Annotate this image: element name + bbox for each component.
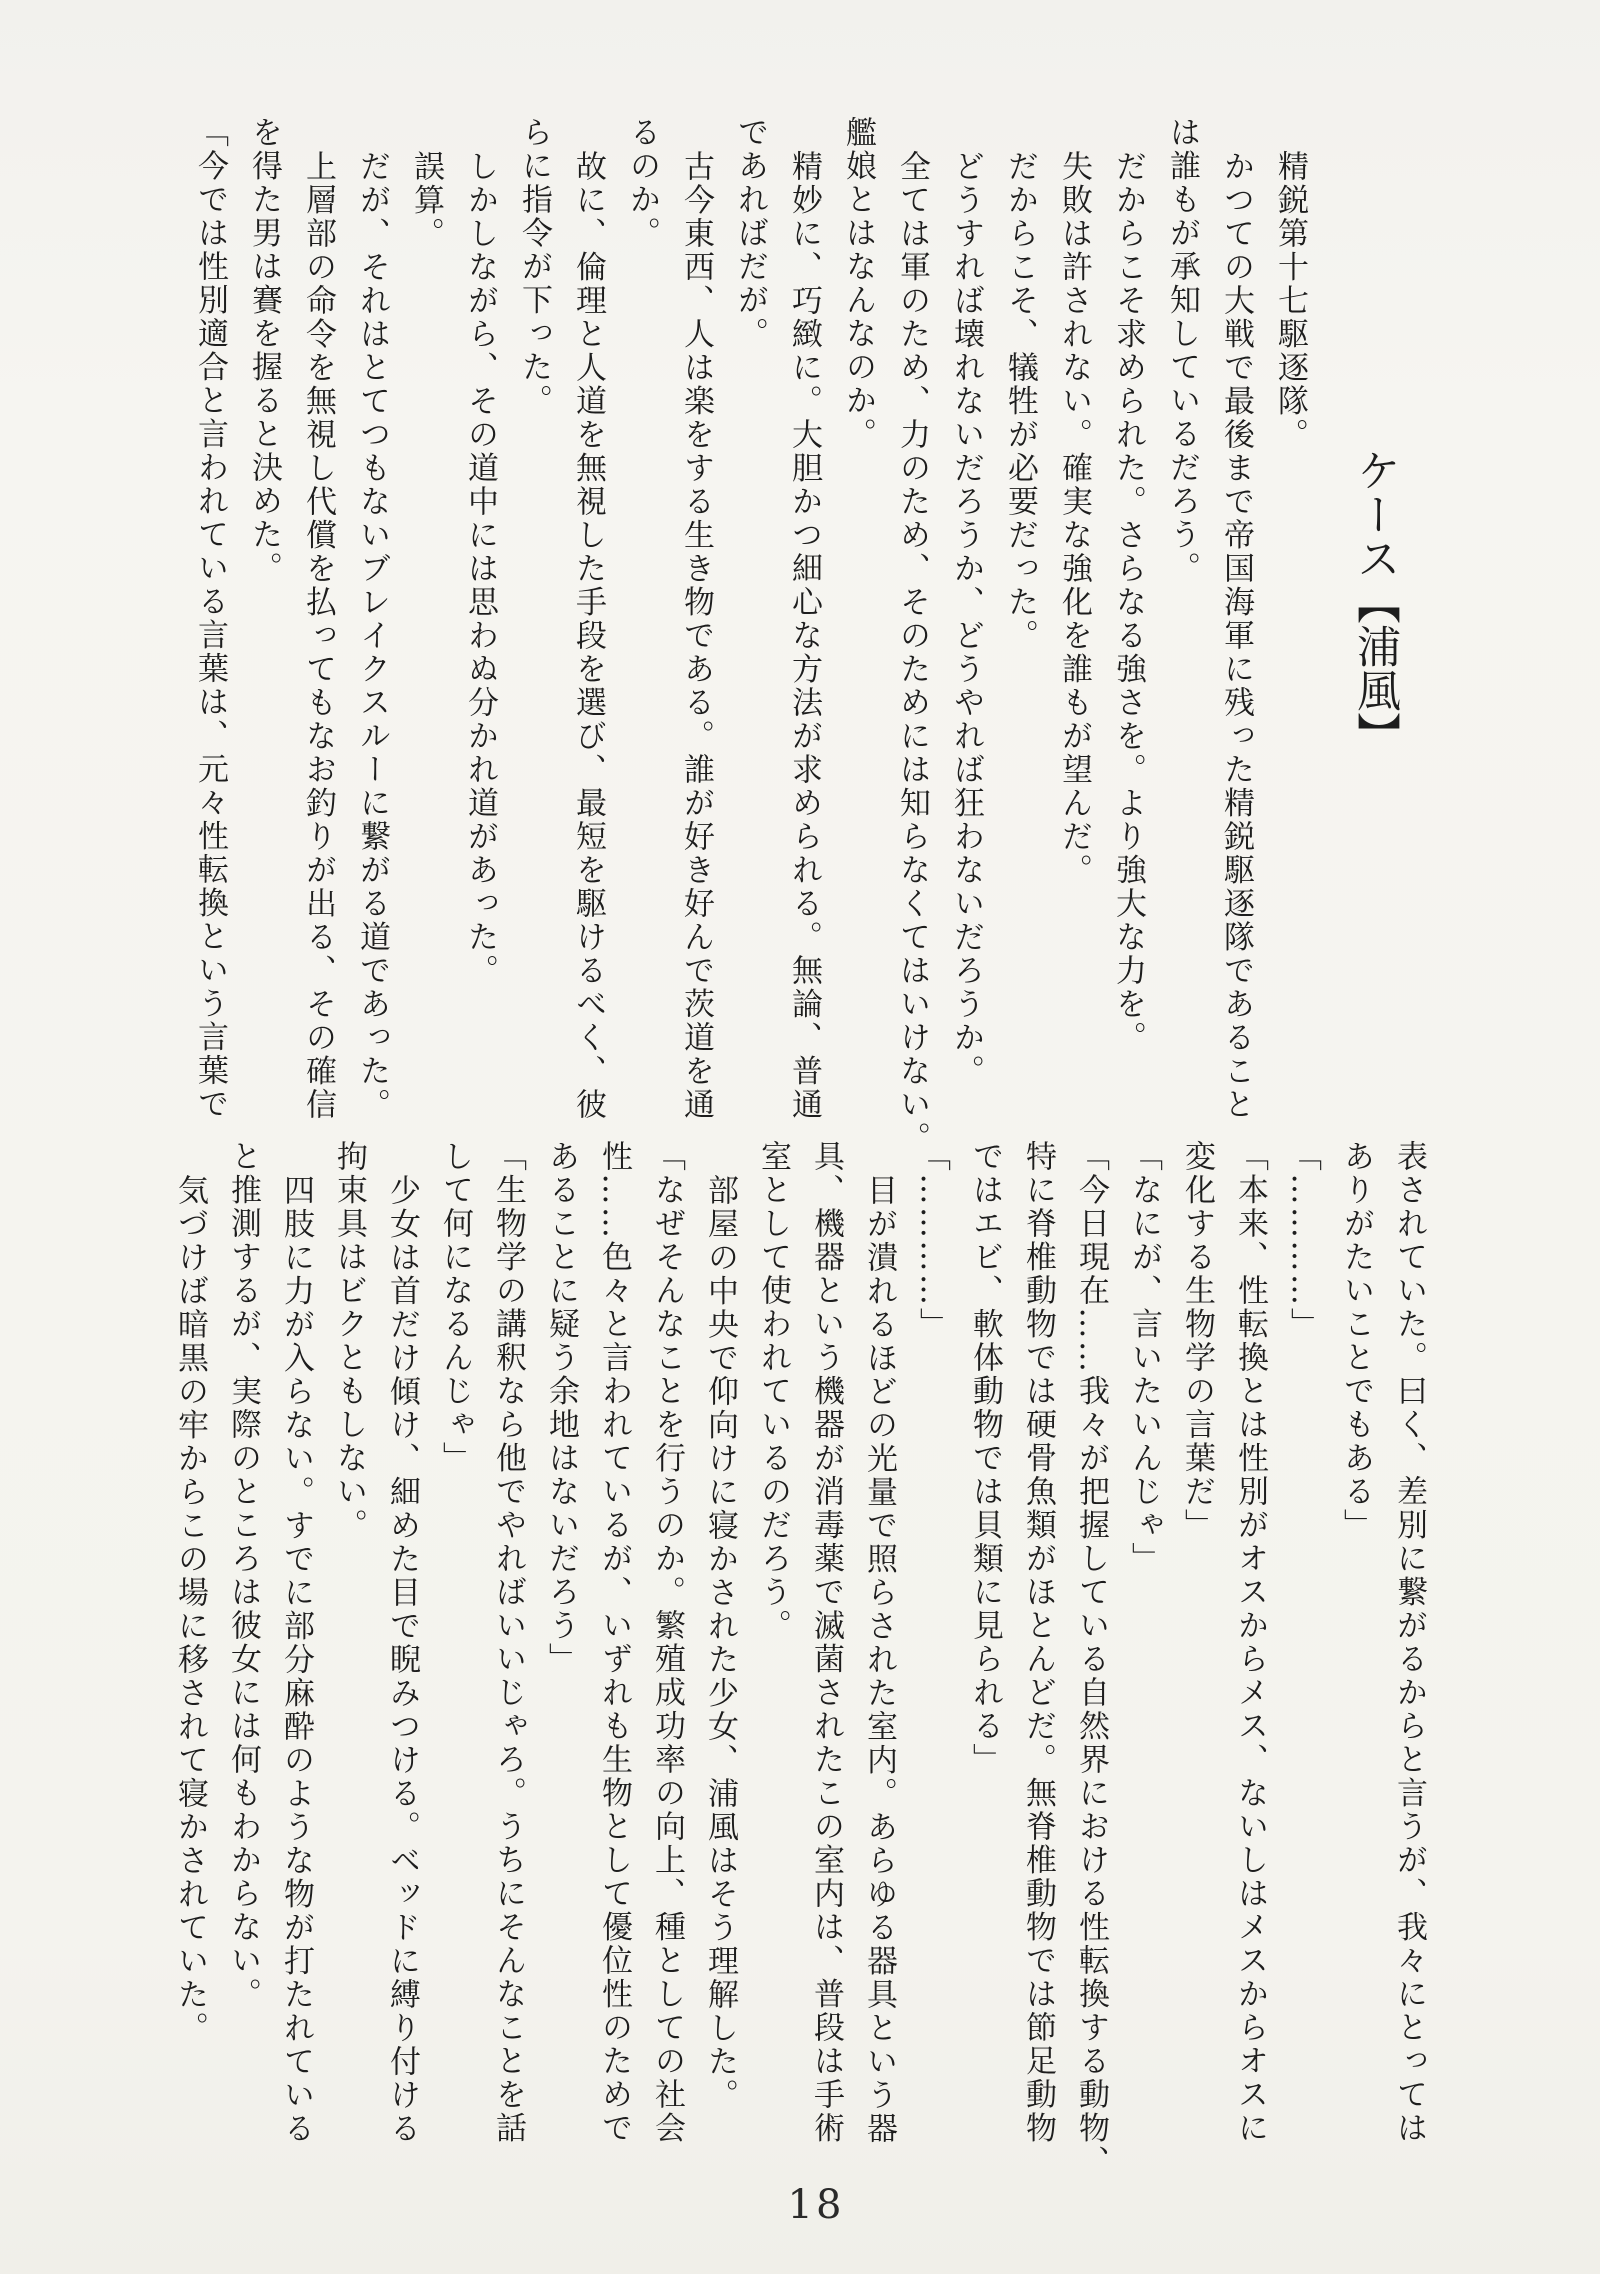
- text-column: 「…………」: [914, 1140, 950, 1341]
- text-column: 少女は首だけ傾け、細めた目で睨みつける。ベッドに縛り付ける: [384, 1174, 420, 2146]
- text-column: だが、それはとてつもないブレイクスルーに繋がる道であった。: [354, 150, 390, 1122]
- text-column: 気づけば暗黒の牢からこの場に移されて寝かされていた。: [172, 1174, 208, 2045]
- text-column: 精鋭第十七駆逐隊。: [1272, 150, 1308, 452]
- text-column: どうすれば壊れないだろうか、どうやれば狂わないだろうか。: [948, 150, 984, 1088]
- text-column: は誰もが承知しているだろう。: [1164, 116, 1200, 585]
- text-column: 具、機器という機器が消毒薬で滅菌されたこの室内は、普段は手術: [808, 1140, 844, 2145]
- text-column: 「今では性別適合と言われている言葉は、元々性転換という言葉で: [192, 116, 228, 1121]
- text-column: あることに疑う余地はないだろう」: [543, 1140, 579, 1676]
- text-column: 全ては軍のため、力のため、そのためには知らなくてはいけない。: [894, 150, 930, 1155]
- text-column: 四肢に力が入らない。すでに部分麻酔のような物が打たれている: [278, 1174, 314, 2146]
- text-column: 「生物学の講釈なら他でやればいいじゃろ。うちにそんなことを話: [490, 1140, 526, 2145]
- top-text-block: [183, 116, 1317, 1176]
- section-title: ケース【浦風】: [1349, 448, 1400, 756]
- text-column: 上層部の命令を無視し代償を払ってもなお釣りが出る、その確信: [300, 150, 336, 1122]
- text-column: 性……色々と言われているが、いずれも生物として優位性のためで: [596, 1140, 632, 2145]
- text-column: 「…………」: [1285, 1140, 1321, 1341]
- text-column: 故に、倫理と人道を無視した手段を選び、最短を駆けるべく、彼: [570, 150, 606, 1122]
- text-column: 艦娘とはなんなのか。: [840, 116, 876, 451]
- bottom-text-block: [163, 1140, 1435, 2180]
- text-column: 「今日現在……我々が把握している自然界における性転換する動物、: [1073, 1140, 1109, 2179]
- text-column: 表されていた。曰く、差別に繋がるからと言うが、我々にとっては: [1391, 1140, 1427, 2145]
- text-column: 目が潰れるほどの光量で照らされた室内。あらゆる器具という器: [861, 1174, 897, 2146]
- text-column: 誤算。: [408, 150, 444, 251]
- text-column: と推測するが、実際のところは彼女には何もわからない。: [225, 1140, 261, 2011]
- text-column: 古今東西、人は楽をする生き物である。誰が好き好んで茨道を通: [678, 150, 714, 1122]
- text-column: 室として使われているのだろう。: [755, 1140, 791, 1643]
- text-column: るのか。: [624, 116, 660, 250]
- text-column: であればだが。: [732, 116, 768, 351]
- text-column: 特に脊椎動物では硬骨魚類がほとんどだ。無脊椎動物では節足動物: [1020, 1140, 1056, 2145]
- text-column: 変化する生物学の言葉だ」: [1179, 1140, 1215, 1542]
- text-column: かつての大戦で最後まで帝国海軍に残った精鋭駆逐隊であること: [1218, 150, 1254, 1122]
- text-column: 「なぜそんなことを行うのか。繁殖成功率の向上、種としての社会: [649, 1140, 685, 2145]
- text-column: して何になるんじゃ」: [437, 1140, 473, 1475]
- text-column: ではエビ、軟体動物では貝類に見られる」: [967, 1140, 1003, 1777]
- text-column: を得た男は賽を握ると決めた。: [246, 116, 282, 585]
- text-column: だからこそ、犠牲が必要だった。: [1002, 150, 1038, 653]
- text-column: 「なにが、言いたいんじゃ」: [1126, 1140, 1162, 1576]
- text-column: だからこそ求められた。さらなる強さを。より強大な力を。: [1110, 150, 1146, 1055]
- text-column: ありがたいことでもある」: [1338, 1140, 1374, 1542]
- text-column: しかしながら、その道中には思わぬ分かれ道があった。: [462, 150, 498, 988]
- text-column: 失敗は許されない。確実な強化を誰もが望んだ。: [1056, 150, 1092, 887]
- text-column: 精妙に、巧緻に。大胆かつ細心な方法が求められる。無論、普通: [786, 150, 822, 1122]
- text-column: 「本来、性転換とは性別がオスからメス、ないしはメスからオスに: [1232, 1140, 1268, 2145]
- text-column: 拘束具はビクともしない。: [331, 1140, 367, 1542]
- text-column: らに指令が下った。: [516, 116, 552, 418]
- text-column: 部屋の中央で仰向けに寝かされた少女、浦風はそう理解した。: [702, 1174, 738, 2112]
- page-number: 18: [787, 2182, 845, 2228]
